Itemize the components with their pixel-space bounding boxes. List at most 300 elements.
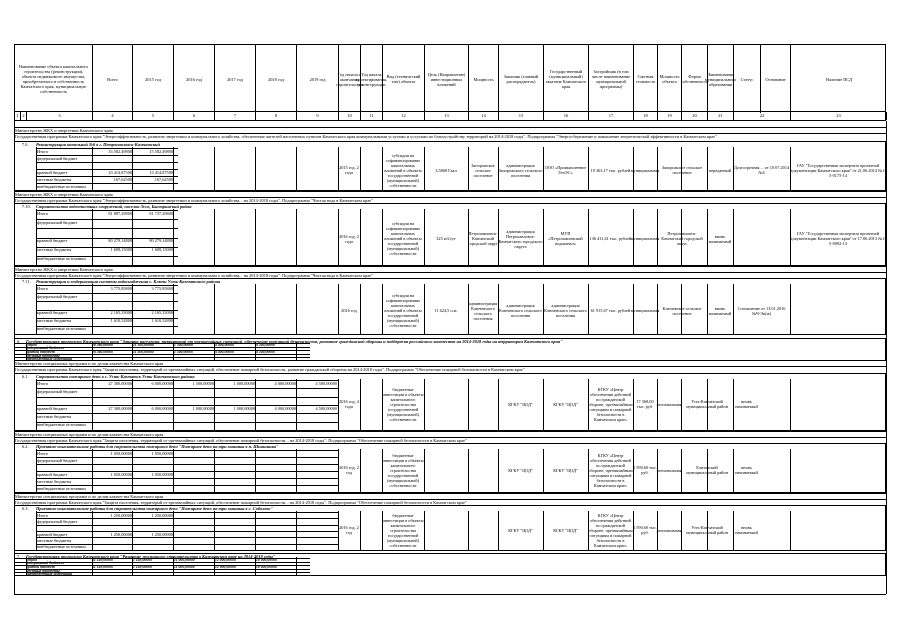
value-cell: 1 250,00000: [110, 531, 132, 537]
program-value: 1 149,00000: [133, 557, 152, 562]
header-cell: 2016 год: [174, 45, 215, 113]
row-extrabudget: внебюджетные источники: [37, 183, 86, 189]
header-cell: Наименование муниципального образования: [708, 45, 734, 113]
value-cell: 81 887,29800: [108, 210, 132, 216]
customer-empty: [468, 449, 498, 491]
value-cell: 6 000,00000: [151, 380, 173, 386]
object-title: Строительство пожарного депо в с. Усть-Камчатск Усть-Камчатского района: [36, 374, 195, 379]
grid-line: [173, 342, 174, 361]
object-number: 6.1.: [22, 374, 29, 379]
program-value: 12 000,00000: [215, 564, 236, 569]
investment-type: бюджетные инвестиции в объекты капитального строительства государственной (муниципальной) собственности: [382, 512, 424, 548]
grid-line: [255, 511, 256, 551]
row-total: Итого: [37, 285, 49, 291]
row-line: [36, 413, 338, 414]
ownership-form: региональная: [656, 467, 682, 473]
row-federal: федеральный бюджет: [37, 219, 78, 225]
capacity: 11 624,5 п.м.: [434, 308, 458, 313]
column-number: 22: [734, 112, 791, 120]
column-number: 19: [658, 112, 682, 120]
row-local: местные бюджеты: [37, 318, 72, 324]
status: вновь начинаемый: [735, 399, 758, 409]
row-line: [36, 457, 338, 458]
table-header: [14, 44, 886, 112]
row-line: [36, 162, 178, 163]
row-local: местные бюджеты: [37, 247, 72, 253]
row-total: Итого: [37, 148, 49, 154]
row-line: [36, 397, 338, 398]
grid-line: [132, 209, 133, 266]
row-regional: краевой бюджет: [37, 169, 68, 175]
row-line: [36, 531, 338, 532]
basis: [733, 213, 790, 264]
column-number: 10: [339, 112, 361, 120]
header-cell: Наличие ПСД: [825, 76, 853, 82]
section-title: Государственная программа Камчатского края "Защита населения, территорий от чрезвычайных ситуаций, обеспечение пожарной безопасности... на 2014-2018 годы". Подпрограмма "Обеспечение пожарной безопасности в Камчатском крае": [15, 438, 467, 443]
investment-type: субсидии на софинансирование капитальных вложений в объекты государственной (муниципальной) собственности: [384, 152, 422, 188]
section-title: Министерство специальных программ и по делам казачества Камчатского края: [15, 361, 164, 366]
value-cell: 15 582,49800: [149, 148, 173, 154]
ownership-form: муниципальная: [630, 167, 660, 173]
section-title: Министерство ЖКХ и энергетики Камчатского края: [15, 192, 113, 197]
column-number: 14: [469, 112, 499, 120]
row-line: [36, 537, 338, 538]
customer: Петропавловск-Камчатский городской округ: [468, 231, 498, 246]
section-divider: [14, 266, 886, 267]
column-number: 6: [174, 112, 215, 120]
grid-line: [214, 342, 215, 361]
program-row-label: федеральный бюджет: [26, 561, 64, 566]
header-cell: Всего: [93, 45, 133, 113]
header-cell: 2018 год: [256, 45, 297, 113]
grid-line: [173, 209, 174, 266]
program-value: 1 149,00000: [133, 564, 152, 569]
program-value: 4 500,00000: [256, 349, 275, 354]
column-number: 2: [21, 112, 27, 120]
capacity: 3,5868 Гкал: [435, 167, 457, 173]
state-customer: администрация Петропавловск-Камчатского городского округа: [498, 228, 543, 249]
row-regional: краевой бюджет: [37, 471, 68, 477]
status: переданный: [708, 167, 732, 173]
program-number: 6.: [17, 338, 21, 344]
program-row-label: внебюджетные источники: [26, 357, 73, 362]
grid-line: [173, 379, 174, 431]
value-cell: 33 582,49800: [108, 148, 132, 154]
program-row-label: Итого: [26, 342, 38, 347]
section-title: Государственная программа Камчатского края "Защита населения, территорий от чрезвычайных ситуаций, обеспечение пожарной безопасности... на 2014-2018 годы". Подпрограмма "Обеспечение пожарной безопасности в Камчатском крае": [15, 500, 467, 505]
header-cell: 2015 год: [133, 45, 174, 113]
column-number: 17: [589, 112, 634, 120]
table-bottom-edge: [14, 594, 886, 595]
value-cell: 1 610,52800: [110, 318, 132, 324]
column-number: 5: [133, 112, 174, 120]
header-cell: Застройщик (в том числе наименование муниципальной программы): [589, 45, 634, 113]
developer: МУП «Петропавловский водоканал»: [548, 231, 583, 246]
value-cell: 1 000,00000: [192, 405, 214, 411]
table-left-edge: [14, 121, 15, 594]
customer-empty: [468, 511, 498, 549]
program-row-label: федеральный бюджет: [26, 346, 64, 351]
grid-line: [255, 342, 256, 361]
value-cell: 2 165,33000: [110, 310, 132, 315]
grid-line: [296, 147, 297, 191]
value-cell: 1 250,00000: [151, 531, 173, 537]
ownership-form: муниципальная: [630, 236, 660, 241]
section-title: Государственная программа Камчатского края "Энергоэффективность, развитие энергетики и коммунального хозяйства... на 2014-2018 годы". Подпрограмма "Чистая вода в Камчатском крае": [15, 198, 373, 203]
header-cell: Наименование объекта капитального строительства (реконструкции), объекта недвижимого имущества, приобретаемого в собственность Камчатского края, муниципальную собственность: [15, 45, 93, 113]
grid-line: [790, 511, 791, 551]
customer: администрация Ключевского сельского поселения: [468, 300, 498, 321]
program-row-label: краевой бюджет: [26, 349, 55, 354]
estimated-cost: 1 590,60 тыс. руб.: [633, 525, 657, 535]
municipality: Елизовский муниципальный район: [686, 465, 728, 475]
grid-line: [173, 147, 174, 191]
object-number: 7.11.: [22, 279, 31, 284]
object-title: Проектно-изыскательские работы для строительства пожарного депо "Пожарное депо на три машины в п. Шиншинка": [36, 444, 279, 449]
header-cell: Статус: [734, 45, 761, 113]
developer: КГКУ «Центр обеспечения действий по гражданской обороне, чрезвычайным ситуациям и пожарной безопасности в Камчатском крае»: [588, 386, 633, 422]
customer: КГКУ "ЦОД": [508, 527, 533, 533]
object-number: 6.3.: [22, 506, 29, 511]
header-cell: Вид (технический тип) объекта: [383, 45, 425, 113]
program-row-label: местные бюджеты: [26, 353, 60, 358]
value-cell: 1 000,00000: [233, 380, 255, 386]
developer: ООО «Промышленное ГенЭС»: [544, 165, 587, 175]
program-value: 1 500,00000: [174, 349, 193, 354]
row-line: [36, 525, 338, 526]
object-title: Реконструкция и модернизация системы водоснабжения с. Ключи Усть-Камчатского района: [36, 279, 221, 284]
header-cell: 2017 год: [215, 45, 256, 113]
grid-line: [92, 557, 93, 576]
state-customer: КГКУ "ЦОД": [553, 527, 578, 533]
construction-period: 2016 год: [341, 308, 357, 313]
grid-line: [360, 284, 361, 335]
header-cell: Цель (Направление) инвестиционных вложений: [425, 45, 469, 113]
psd-availability: [790, 288, 886, 333]
value-cell: 1 000,00000: [233, 405, 255, 411]
grid-line: [255, 557, 256, 576]
row-extrabudget: внебюджетные источники: [37, 256, 86, 262]
value-cell: 1 050,00000: [151, 471, 173, 477]
section-title: Министерство специальных программ и по делам казачества Камчатского края: [15, 494, 164, 499]
value-cell: 1 608,15000: [110, 247, 132, 253]
municipality: Ключевское сельское поселение: [662, 305, 702, 316]
header-cell: Форма собственности: [682, 45, 708, 113]
value-cell: 4 500,00000: [315, 380, 337, 386]
table-right-edge: [886, 121, 887, 594]
program-row-label: Итого: [26, 557, 38, 562]
grid-line: [360, 209, 361, 266]
estimated-cost: 17 368,00 тыс. руб.: [636, 399, 654, 409]
grid-line: [92, 511, 93, 551]
row-extrabudget: внебюджетные источники: [37, 544, 86, 550]
section-title: Государственная программа Камчатского края "Защита населения, территорий от чрезвычайных ситуаций, обеспечение пожарной безопасности, развитие гражданской обороны на 2014-2018 годы". Подпрограмма "Обеспечение пожарной безопасности в Камчатском крае": [15, 367, 525, 372]
developer: КГКУ «Центр обеспечения действий по гражданской обороне, чрезвычайным ситуациям и пожарной безопасности в Камчатском крае»: [588, 512, 633, 548]
state-customer: КГКУ "ЦОД": [553, 401, 578, 407]
row-extrabudget: внебюджетные источники: [37, 485, 86, 491]
column-number: 8: [256, 112, 297, 120]
grid-line: [132, 449, 133, 493]
investment-type: субсидии на софинансирование капитальных вложений в объекты государственной (муниципальной) собственности: [384, 221, 422, 256]
row-line: [36, 471, 338, 472]
row-line: [36, 518, 338, 519]
object-title: Проектно-изыскательские работы для строительства пожарного депо "Пожарное депо на три машины в с. Соболево": [36, 506, 273, 511]
row-federal: федеральный бюджет: [37, 457, 78, 463]
program-title: Государственная программа Камчатского края "Защита населения, территорий от чрезвычайных ситуаций, обеспечение пожарной безопасности, развитие гражданской обороны и поддержка российского казачества на 2014-2018 годы на территории Камчатского края": [26, 338, 563, 344]
grid-line: [173, 284, 174, 335]
grid-line: [296, 284, 297, 335]
header-cell: Основание: [761, 45, 791, 113]
column-number: 9: [297, 112, 339, 120]
value-cell: 3 775,85800: [110, 285, 132, 291]
customer: Запорожское сельское поселение: [471, 162, 495, 178]
program-title: Государственная программа Камчатского края "Развитие жилищного строительства в Камчатском крае на 2014-2018 годы": [26, 553, 276, 559]
grid-line: [296, 449, 297, 493]
column-number: 11: [361, 112, 383, 120]
grid-line: [132, 379, 133, 431]
grid-line: [360, 511, 361, 551]
grid-line: [790, 379, 791, 431]
program-value: 4 400,00000: [215, 342, 234, 347]
grid-line: [296, 342, 297, 361]
ownership-form: региональная: [656, 401, 682, 407]
grid-line: [255, 284, 256, 335]
object-title: Строительство водоочистных сооружений, поселок Эссо, Быстринский район: [36, 204, 192, 209]
grid-line: [360, 147, 361, 191]
row-regional: краевой бюджет: [37, 405, 68, 411]
column-number: 1: [15, 112, 21, 120]
grid-line: [214, 379, 215, 431]
column-number: 18: [634, 112, 658, 120]
municipality: Запорожское сельское поселение: [661, 165, 703, 175]
object-title: Реконструкция котельной №6 в г. Петропавловск-Камчатский: [36, 142, 160, 147]
grid-line: [132, 342, 133, 361]
row-local: местные бюджеты: [37, 176, 72, 182]
grid-line: [92, 209, 93, 266]
estimated-cost: 136 411,41 тыс. рублей: [589, 236, 632, 241]
row-regional: краевой бюджет: [37, 310, 68, 315]
grid-line: [26, 342, 27, 361]
header-cell: Мощность объекта: [658, 45, 682, 113]
object-number: 6.2.: [22, 444, 29, 449]
state-customer: администрация Запорожского сельского поселения: [498, 162, 543, 178]
value-cell: 167,62500: [154, 176, 173, 182]
grid-line: [36, 449, 37, 493]
column-numbers: [14, 112, 886, 121]
program-value: 61 149,00000: [92, 557, 113, 562]
municipality: Усть-Камчатский муниципальный район: [686, 399, 728, 409]
grid-line: [36, 511, 37, 551]
section-title: Государственная программа Камчатского края "Энергоэффективность, развитие энергетики и коммунального хозяйства... на 2014-2018 годы". Подпрограмма "Чистая вода в Камчатском крае": [15, 273, 373, 278]
grid-line: [360, 379, 361, 431]
grid-line: [92, 147, 93, 191]
program-value: 4 400,00000: [215, 349, 234, 354]
header-cell: Мощность: [469, 45, 499, 113]
value-cell: 23 414,87500: [108, 169, 132, 175]
column-number: 3: [27, 112, 93, 120]
program-value: 26 360,00000: [92, 342, 113, 347]
row-total: Итого: [37, 512, 49, 518]
grid-line: [92, 379, 93, 431]
column-number: 4: [93, 112, 133, 120]
row-federal: федеральный бюджет: [37, 293, 78, 299]
grid-line: [26, 557, 27, 576]
grid-line: [214, 557, 215, 576]
construction-period: 2016 год, 2 год: [339, 525, 359, 535]
value-cell: 80 279,14800: [108, 238, 132, 243]
grid-line: [132, 557, 133, 576]
grid-line: [36, 284, 37, 335]
grid-line: [36, 379, 37, 431]
column-number: 23: [791, 112, 887, 120]
program-value: 61 149,00000: [92, 564, 113, 569]
grid-line: [790, 449, 791, 493]
program-row-label: краевой бюджет: [26, 564, 55, 569]
value-cell: 1 050,00000: [151, 450, 173, 456]
value-cell: 13 414,87500: [149, 169, 173, 175]
column-number: 13: [425, 112, 469, 120]
header-cell: Год начала и окончания строительства: [339, 45, 361, 113]
value-cell: 4 000,00000: [274, 405, 296, 411]
row-extrabudget: внебюджетные источники: [37, 326, 86, 332]
row-line: [36, 301, 178, 302]
section-title: Министерство ЖКХ и энергетики Камчатского края: [15, 128, 113, 133]
program-value: 18 000,00000: [256, 557, 277, 562]
status: вновь начинаемый: [735, 525, 758, 535]
value-cell: 1 608,15000: [151, 247, 173, 253]
program-row-label: внебюджетные источники: [26, 572, 73, 577]
estimated-cost: 19 363,17 тыс. рублей: [590, 167, 631, 173]
grid-line: [173, 449, 174, 493]
construction-period: 2016 год, 2 года: [339, 233, 359, 244]
grid-line: [296, 557, 297, 576]
grid-line: [92, 342, 93, 361]
section-divider: [14, 127, 886, 128]
section-divider: [14, 191, 886, 192]
program-value: 18 000,00000: [256, 564, 277, 569]
value-cell: 6 000,00000: [151, 405, 173, 411]
state-customer: администрация Ключевского сельского поселения: [499, 303, 542, 318]
ownership-form: региональная: [656, 527, 682, 533]
row-federal: федеральный бюджет: [37, 518, 78, 524]
value-cell: 1 050,00000: [110, 471, 132, 477]
row-line: [36, 478, 338, 479]
ownership-form: муниципальная: [630, 308, 660, 313]
municipality: Петропавловск-Камчатский городской округ: [661, 231, 703, 246]
program-value: 11 000,00000: [174, 564, 195, 569]
grid-line: [92, 284, 93, 335]
value-cell: 1 050,00000: [110, 450, 132, 456]
grid-line: [255, 209, 256, 266]
grid-line: [255, 147, 256, 191]
grid-line: [296, 511, 297, 551]
value-cell: 167,62500: [113, 176, 132, 182]
program-value: 12 000,00000: [215, 557, 236, 562]
value-cell: 81 737,29800: [149, 210, 173, 216]
investment-type: субсидии на софинансирование капитальных вложений в объекты государственной (муниципальной) собственности: [384, 293, 422, 328]
grid-line: [173, 511, 174, 551]
object-number: 7.10.: [22, 204, 31, 209]
grid-line: [424, 449, 425, 493]
construction-period: 2016 год, 4 года: [339, 399, 359, 409]
status: вновь начинаемый: [735, 465, 758, 475]
value-cell: 80 279,14800: [149, 238, 173, 243]
grid-line: [132, 284, 133, 335]
psd-availability: ГАУ "Государственная экспертиза проектной документации Камчатского края" от 21.06.2014 №1-5-0175-14: [790, 162, 886, 178]
program-value: 4 500,00000: [256, 342, 275, 347]
customer: КГКУ "ЦОД": [508, 467, 533, 473]
estimated-cost: 1 590,60 тыс. руб.: [633, 465, 657, 475]
grid-line: [36, 147, 37, 191]
section-title: Министерство ЖКХ и энергетики Камчатского края: [15, 267, 113, 272]
row-extrabudget: внебюджетные источники: [37, 422, 86, 428]
grid-line: [214, 147, 215, 191]
program-value: 11 000,00000: [174, 557, 195, 562]
row-total: Итого: [37, 380, 49, 386]
row-line: [36, 512, 338, 513]
capacity: 325 м3/сут: [436, 236, 456, 241]
construction-period: 2016 год, 2 год: [339, 465, 359, 475]
row-line: [36, 388, 338, 389]
grid-line: [173, 557, 174, 576]
value-cell: 4 000,00000: [274, 380, 296, 386]
row-line: [36, 450, 338, 451]
grid-line: [132, 511, 133, 551]
grid-line: [214, 511, 215, 551]
header-cell: Государственный (муниципальный) заказчик Камчатского края: [544, 45, 589, 113]
column-number: 7: [215, 112, 256, 120]
program-value: 11 500,00000: [133, 342, 154, 347]
customer: КГКУ "ЦОД": [508, 401, 533, 407]
customer-empty: [468, 379, 498, 429]
program-row-label: местные бюджеты: [26, 568, 60, 573]
grid-line: [214, 449, 215, 493]
row-federal: федеральный бюджет: [37, 388, 78, 394]
grid-line: [214, 209, 215, 266]
row-local: местные бюджеты: [37, 537, 72, 543]
municipality: Усть-Камчатский муниципальный район: [686, 525, 728, 535]
column-number: 21: [708, 112, 734, 120]
header-cell: Год начала проектирования, реконструкции: [361, 45, 383, 113]
column-number: 20: [682, 112, 708, 120]
construction-period: 2015 год, 2 года: [339, 165, 359, 175]
header-cell: Заказчик (главный распорядитель): [499, 45, 544, 113]
row-total: Итого: [37, 450, 49, 456]
estimated-cost: 61 915,67 тыс. рублей: [590, 308, 631, 313]
grid-line: [360, 449, 361, 493]
value-cell: 1 500,00000: [192, 380, 214, 386]
row-total: Итого: [37, 210, 49, 216]
grid-line: [255, 449, 256, 493]
basis: Долгосрочная ... от 10.07.2014 №4: [733, 165, 790, 175]
value-cell: 3 775,85800: [151, 285, 173, 291]
value-cell: 1 610,52800: [151, 318, 173, 324]
row-local: местные бюджеты: [37, 478, 72, 484]
section-title: Министерство специальных программ и по делам казачества Камчатского края: [15, 432, 164, 437]
developer: администрация Ключевского сельского поселения: [544, 303, 587, 318]
value-cell: 4 500,00000: [315, 405, 337, 411]
grid-line: [92, 449, 93, 493]
investment-type: бюджетные инвестиции в объекты капитального строительства государственной (муниципальной) собственности: [382, 386, 424, 422]
header-cell: 2019 год: [297, 45, 339, 113]
row-line: [36, 228, 178, 229]
grid-line: [424, 379, 425, 431]
basis: Соглашение от 13.01.2016 №Ч-Эк(ж): [737, 305, 786, 316]
program-value: 1 500,00000: [174, 342, 193, 347]
grid-line: [296, 379, 297, 431]
program-value: 26 360,00000: [92, 349, 113, 354]
header-cell: Сметная стоимость: [634, 45, 658, 113]
